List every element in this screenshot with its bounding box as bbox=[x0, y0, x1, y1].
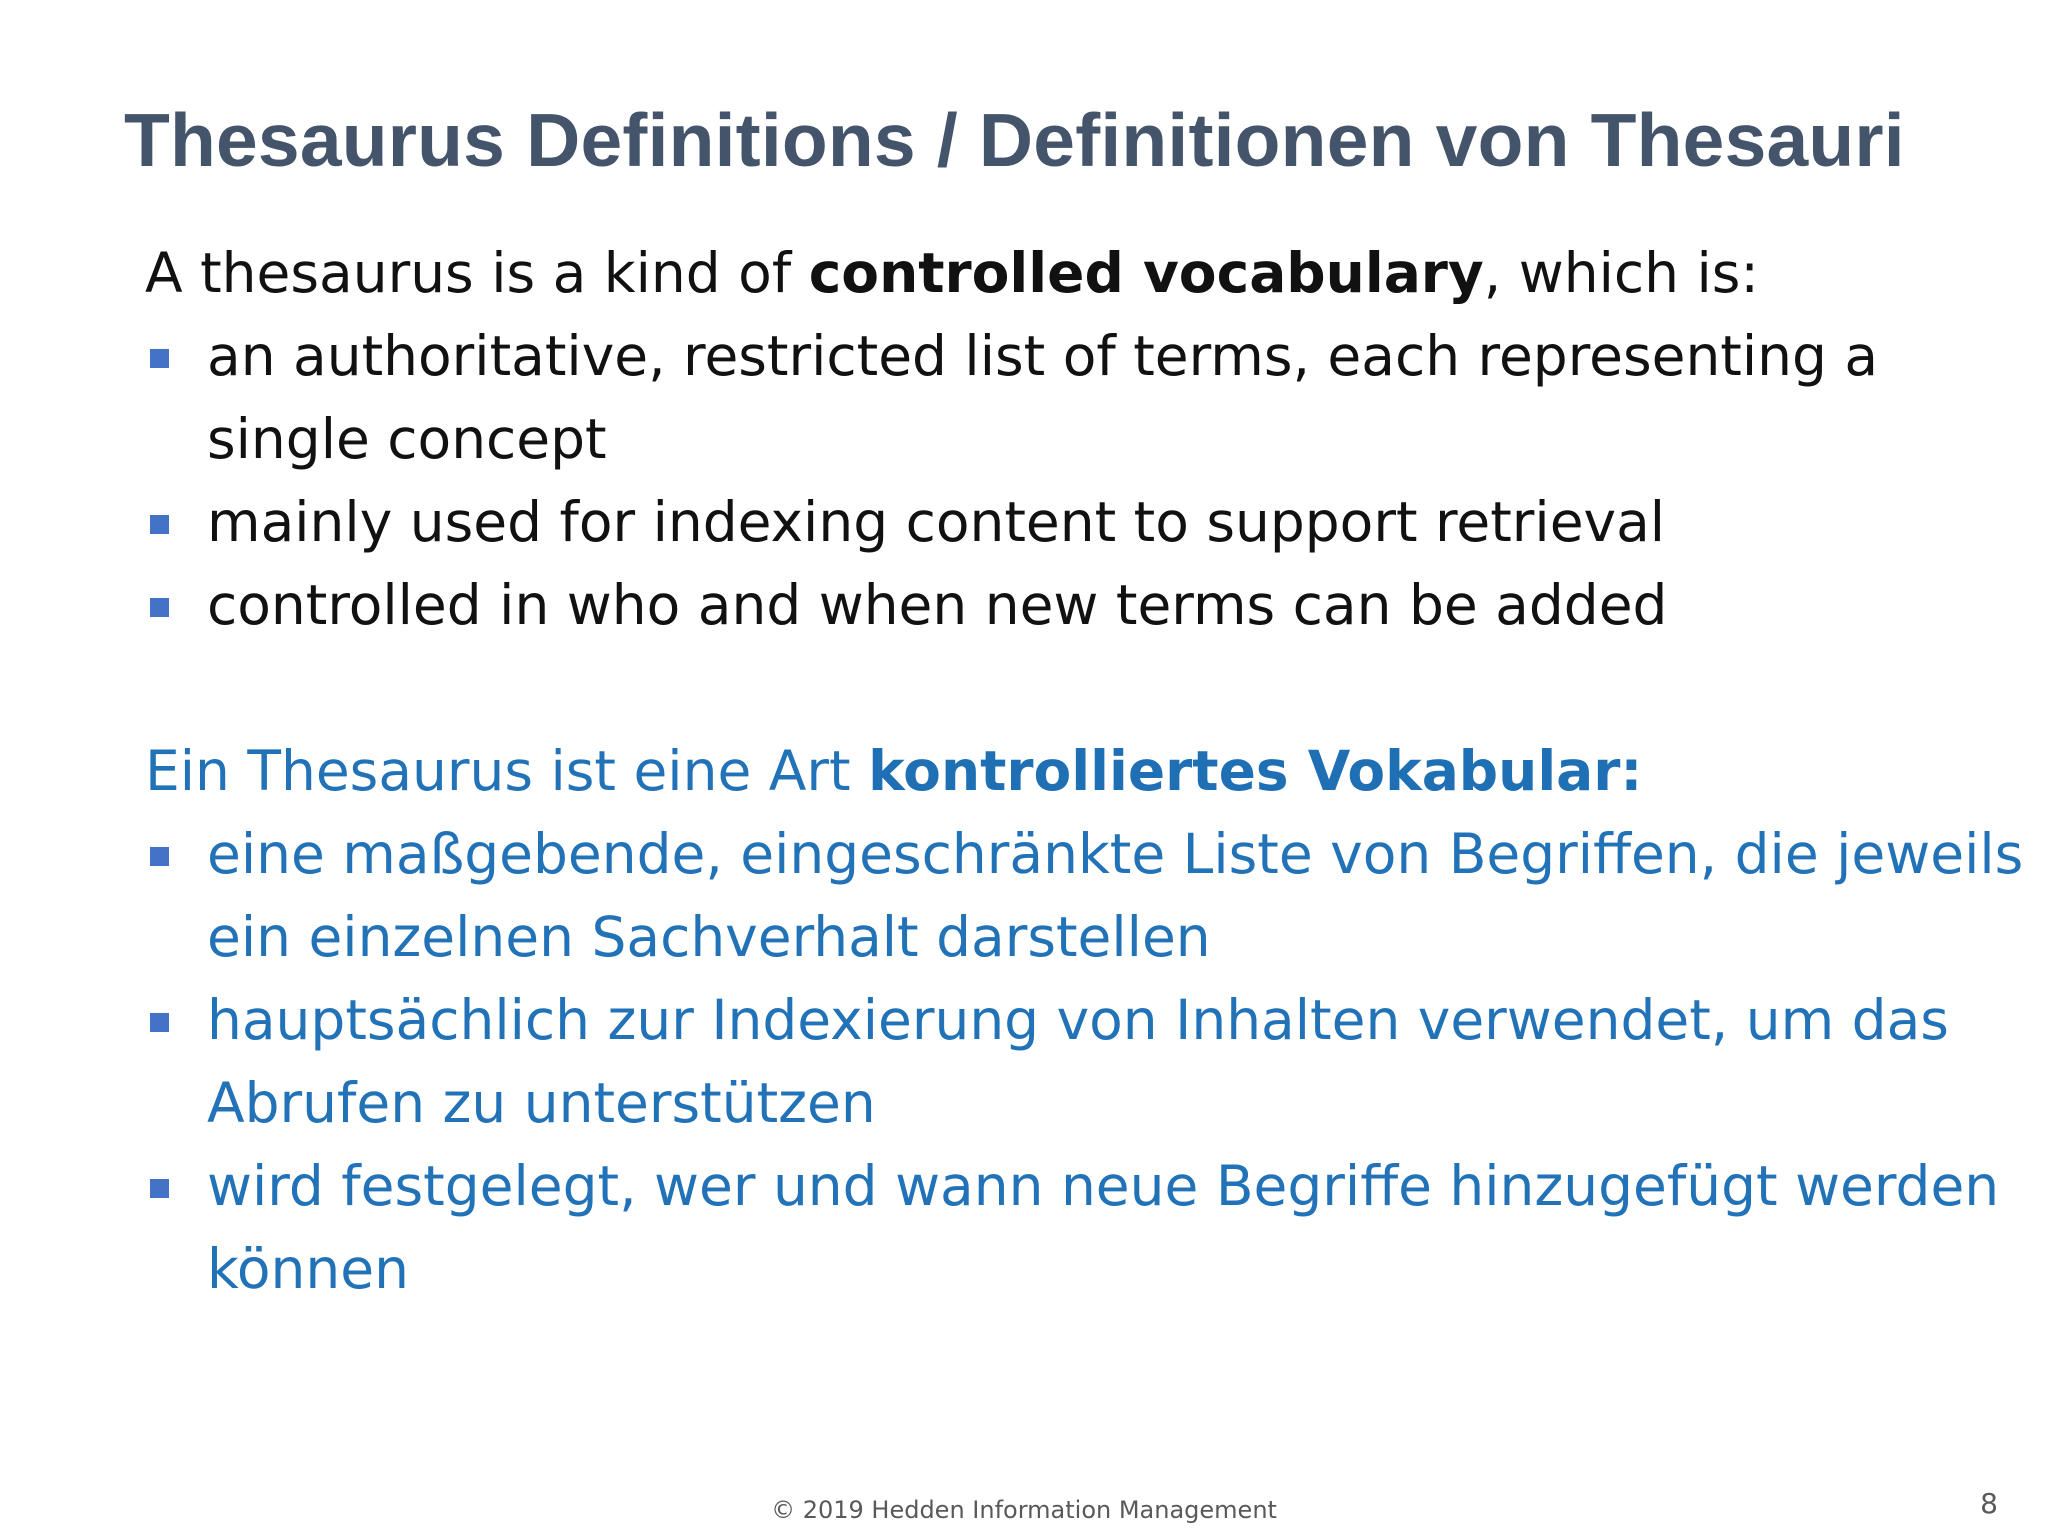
square-bullet-icon bbox=[150, 598, 169, 617]
square-bullet-icon bbox=[150, 847, 169, 866]
slide-content bbox=[145, 232, 2025, 1311]
page-number: 8 bbox=[1980, 1487, 1998, 1520]
german-definition bbox=[145, 730, 2025, 1311]
list-item bbox=[145, 564, 2025, 647]
list-item-text: mainly used for indexing content to support retrieval bbox=[207, 490, 1666, 554]
list-item bbox=[145, 813, 2025, 979]
german-bullet-list bbox=[145, 813, 2025, 1311]
list-item-text: an authoritative, restricted list of terms, each representing a single concept bbox=[207, 324, 1879, 471]
list-item bbox=[145, 481, 2025, 564]
list-item-text: eine maßgebende, eingeschränkte Liste von Begriffen, die jeweils ein einzelnen Sachverhalt darstellen bbox=[207, 822, 2024, 969]
english-lead bbox=[145, 232, 2025, 315]
english-bullet-list bbox=[145, 315, 2025, 647]
slide-title: Thesaurus Definitions / Definitionen von Thesauri bbox=[124, 98, 1905, 182]
square-bullet-icon bbox=[150, 515, 169, 534]
list-item bbox=[145, 979, 2025, 1145]
english-definition bbox=[145, 232, 2025, 647]
square-bullet-icon bbox=[150, 1013, 169, 1032]
list-item bbox=[145, 1145, 2025, 1311]
english-lead-suffix: , which is: bbox=[1483, 241, 1759, 305]
german-lead-bold: kontrolliertes Vokabular: bbox=[868, 739, 1643, 803]
german-lead-prefix: Ein Thesaurus ist eine Art bbox=[145, 739, 869, 803]
square-bullet-icon bbox=[150, 349, 169, 368]
list-item-text: controlled in who and when new terms can be added bbox=[207, 573, 1668, 637]
english-lead-bold: controlled vocabulary bbox=[808, 241, 1484, 305]
german-lead bbox=[145, 730, 2025, 813]
list-item-text: hauptsächlich zur Indexierung von Inhalten verwendet, um das Abrufen zu unterstützen bbox=[207, 988, 1949, 1135]
square-bullet-icon bbox=[150, 1179, 169, 1198]
copyright-footer: © 2019 Hedden Information Management bbox=[771, 1496, 1277, 1524]
english-lead-prefix: A thesaurus is a kind of bbox=[145, 241, 809, 305]
list-item bbox=[145, 315, 2025, 481]
list-item-text: wird festgelegt, wer und wann neue Begriffe hinzugefügt werden können bbox=[207, 1154, 2000, 1301]
